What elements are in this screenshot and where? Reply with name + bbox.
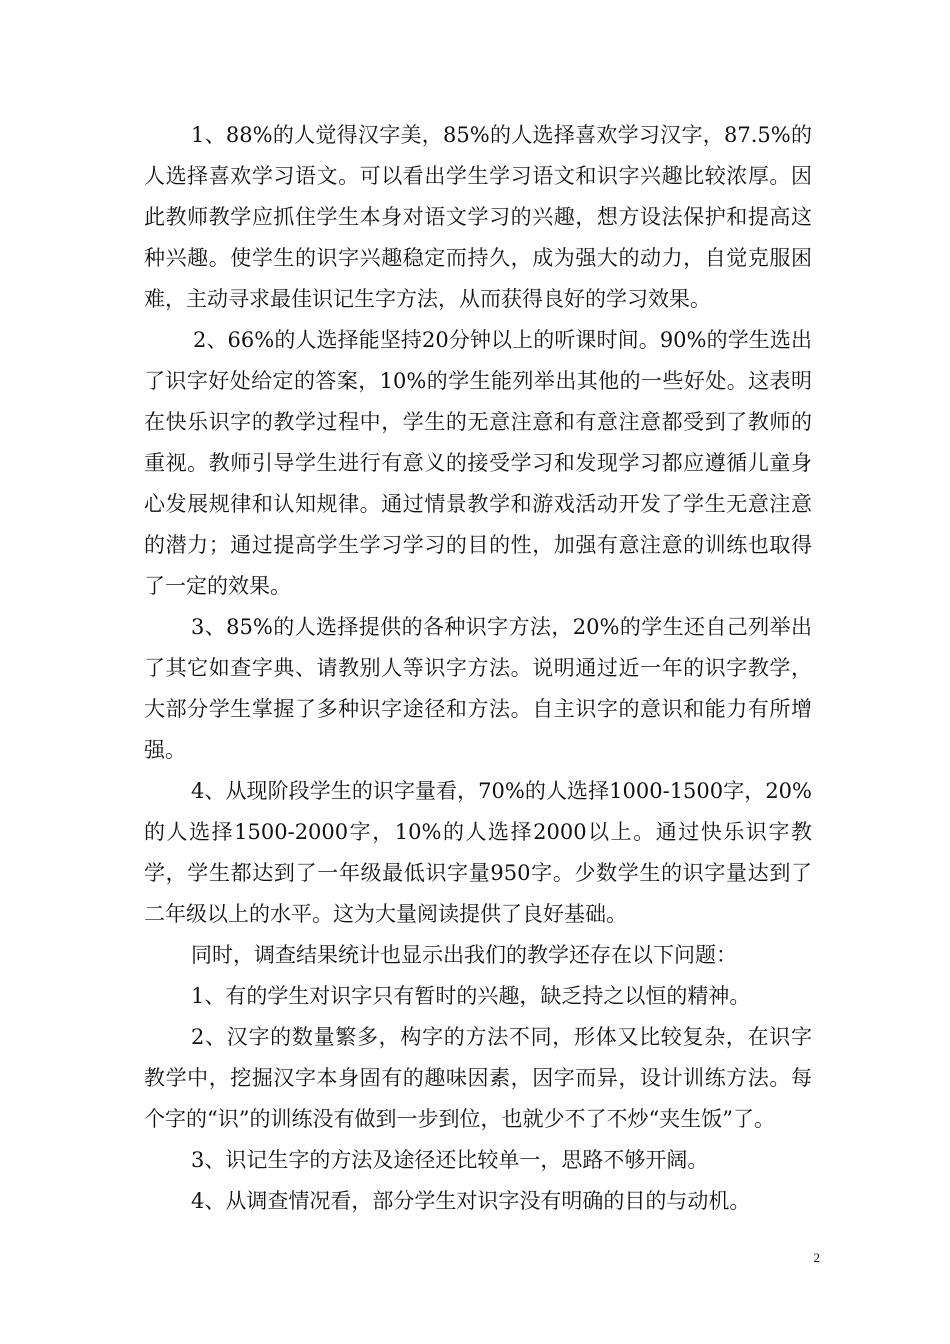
paragraph-finding-4: 4、从现阶段学生的识字量看，70%的人选择1000-1500字，20%的人选择1500-2000字，10%的人选择2000以上。通过快乐识字教学，学生都达到了一年级最低识字量950字。少数学生的识字量达到了二年级以上的水平。这为大量阅读提供了良好基础。 [144, 779, 812, 926]
paragraph-problem-2: 2、汉字的数量繁多，构字的方法不同，形体又比较复杂，在识字教学中，挖掘汉字本身固有的趣味因素，因字而异，设计训练方法。每个字的“识”的训练没有做到一步到位，也就少不了不炒“夹生饭”了。 [144, 1025, 812, 1131]
paragraph-finding-2: 2、66%的人选择能坚持20分钟以上的听课时间。90%的学生选出了识字好处给定的答案，10%的学生能列举出其他的一些好处。这表明在快乐识字的教学过程中，学生的无意注意和有意注意都受到了教师的重视。教师引导学生进行有意义的接受学习和发现学习都应遵循儿童身心发展规律和认知规律。通过情景教学和游戏活动开发了学生无意注意的潜力；通过提高学生学习学习的目的性，加强有意注意的训练也取得了一定的效果。 [144, 328, 812, 598]
page-number: 2 [813, 1250, 820, 1265]
paragraph-problem-4: 4、从调查情况看，部分学生对识字没有明确的目的与动机。 [191, 1189, 751, 1213]
paragraph-problems-intro: 同时，调查结果统计也显示出我们的教学还存在以下问题： [191, 943, 737, 967]
paragraph-finding-3: 3、85%的人选择提供的各种识字方法，20%的学生还自己列举出了其它如查字典、请教别人等识字方法。说明通过近一年的识字教学，大部分学生掌握了多种识字途径和方法。自主识字的意识和能力有所增强。 [144, 615, 812, 762]
document-body [144, 115, 812, 1222]
paragraph-problem-3: 3、识记生字的方法及途径还比较单一，思路不够开阔。 [191, 1148, 709, 1172]
paragraph-problem-1: 1、有的学生对识字只有暂时的兴趣，缺乏持之以恒的精神。 [191, 984, 751, 1008]
paragraph-finding-1: 1、88%的人觉得汉字美，85%的人选择喜欢学习汉字，87.5%的人选择喜欢学习语文。可以看出学生学习语文和识字兴趣比较浓厚。因此教师教学应抓住学生本身对语文学习的兴趣，想方设法保护和提高这种兴趣。使学生的识字兴趣稳定而持久，成为强大的动力，自觉克服困难，主动寻求最佳识记生字方法，从而获得良好的学习效果。 [144, 123, 812, 311]
